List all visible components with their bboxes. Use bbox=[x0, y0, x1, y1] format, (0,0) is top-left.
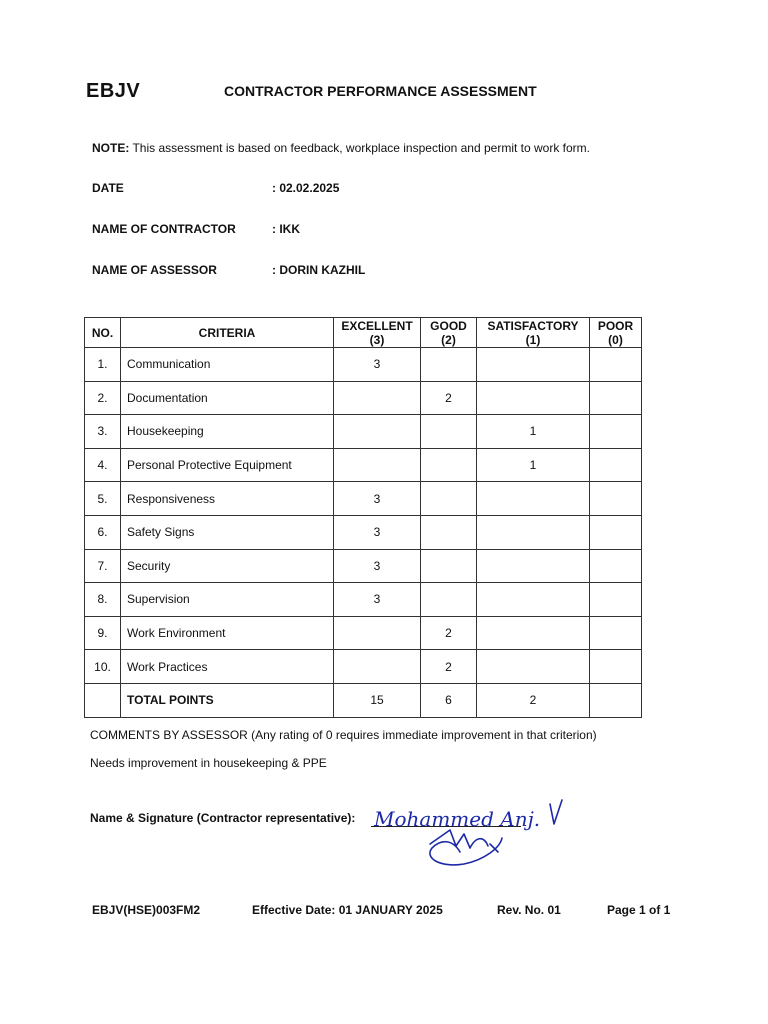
row-excellent: 3 bbox=[334, 482, 421, 516]
row-number: 7. bbox=[85, 549, 121, 583]
table-header-row bbox=[85, 318, 642, 348]
row-satisfactory bbox=[477, 583, 590, 617]
row-number: 10. bbox=[85, 650, 121, 684]
row-poor bbox=[590, 415, 642, 449]
table-row bbox=[85, 583, 642, 617]
header-no: NO. bbox=[85, 318, 121, 348]
header-good-points: (2) bbox=[441, 332, 456, 347]
total-excellent: 15 bbox=[334, 683, 421, 717]
row-good bbox=[421, 448, 477, 482]
header-satisfactory bbox=[477, 318, 590, 348]
total-row bbox=[85, 683, 642, 717]
table-row bbox=[85, 515, 642, 549]
header-good-label: GOOD bbox=[430, 318, 467, 333]
row-number: 3. bbox=[85, 415, 121, 449]
row-excellent bbox=[334, 448, 421, 482]
row-criteria: Work Environment bbox=[121, 616, 334, 650]
row-good bbox=[421, 348, 477, 382]
row-poor bbox=[590, 448, 642, 482]
row-satisfactory: 1 bbox=[477, 415, 590, 449]
total-satisfactory: 2 bbox=[477, 683, 590, 717]
row-satisfactory: 1 bbox=[477, 448, 590, 482]
row-number: 8. bbox=[85, 583, 121, 617]
note-text: This assessment is based on feedback, workplace inspection and permit to work form. bbox=[129, 141, 591, 155]
header-excellent-points: (3) bbox=[369, 332, 385, 347]
assessor-comment: Needs improvement in housekeeping & PPE bbox=[90, 756, 327, 770]
row-criteria: Housekeeping bbox=[121, 415, 334, 449]
assessor-label: NAME OF ASSESSOR bbox=[92, 263, 217, 277]
row-number: 4. bbox=[85, 448, 121, 482]
row-good bbox=[421, 515, 477, 549]
table-row bbox=[85, 415, 642, 449]
row-good: 2 bbox=[421, 381, 477, 415]
signature-label: Name & Signature (Contractor representative): bbox=[90, 811, 356, 825]
note-label: NOTE: bbox=[92, 141, 130, 155]
header-poor-points: (0) bbox=[608, 332, 623, 347]
date-label: DATE bbox=[92, 181, 124, 195]
row-good bbox=[421, 415, 477, 449]
table-row bbox=[85, 549, 642, 583]
page-number: Page 1 of 1 bbox=[607, 903, 671, 917]
page-title: CONTRACTOR PERFORMANCE ASSESSMENT bbox=[224, 83, 537, 99]
row-poor bbox=[590, 515, 642, 549]
header-poor bbox=[590, 318, 642, 348]
row-poor bbox=[590, 650, 642, 684]
assessment-table bbox=[84, 317, 642, 718]
company-logo: EBJV bbox=[86, 80, 141, 102]
row-criteria: Safety Signs bbox=[121, 515, 334, 549]
row-excellent bbox=[334, 650, 421, 684]
table-row bbox=[85, 616, 642, 650]
total-number bbox=[85, 683, 121, 717]
total-poor bbox=[590, 683, 642, 717]
table-row bbox=[85, 482, 642, 516]
header-satisfactory-label: SATISFACTORY bbox=[487, 318, 579, 333]
row-number: 6. bbox=[85, 515, 121, 549]
row-satisfactory bbox=[477, 381, 590, 415]
table-row bbox=[85, 381, 642, 415]
row-poor bbox=[590, 348, 642, 382]
header-excellent-label: EXCELLENT bbox=[341, 318, 413, 333]
row-good bbox=[421, 482, 477, 516]
contractor-label: NAME OF CONTRACTOR bbox=[92, 222, 236, 236]
revision-number: Rev. No. 01 bbox=[497, 903, 561, 917]
header-poor-label: POOR bbox=[597, 318, 634, 333]
row-satisfactory bbox=[477, 650, 590, 684]
row-good: 2 bbox=[421, 616, 477, 650]
row-criteria: Security bbox=[121, 549, 334, 583]
header-good bbox=[421, 318, 477, 348]
row-excellent: 3 bbox=[334, 583, 421, 617]
row-good bbox=[421, 549, 477, 583]
row-criteria: Supervision bbox=[121, 583, 334, 617]
row-satisfactory bbox=[477, 549, 590, 583]
row-satisfactory bbox=[477, 348, 590, 382]
handwritten-name: Mohammed Anj. bbox=[374, 807, 541, 831]
date-value: : 02.02.2025 bbox=[272, 181, 340, 195]
table-row bbox=[85, 448, 642, 482]
row-excellent: 3 bbox=[334, 515, 421, 549]
assessment-note bbox=[92, 141, 590, 155]
table-row bbox=[85, 348, 642, 382]
row-poor bbox=[590, 482, 642, 516]
row-satisfactory bbox=[477, 482, 590, 516]
form-code: EBJV(HSE)003FM2 bbox=[92, 903, 201, 917]
row-excellent: 3 bbox=[334, 549, 421, 583]
assessor-value: : DORIN KAZHIL bbox=[272, 263, 366, 277]
row-number: 9. bbox=[85, 616, 121, 650]
row-criteria: Work Practices bbox=[121, 650, 334, 684]
handwritten-signature bbox=[360, 790, 590, 880]
row-criteria: Personal Protective Equipment bbox=[121, 448, 334, 482]
effective-date: Effective Date: 01 JANUARY 2025 bbox=[252, 903, 443, 917]
row-good: 2 bbox=[421, 650, 477, 684]
row-excellent bbox=[334, 381, 421, 415]
header-criteria: CRITERIA bbox=[121, 318, 334, 348]
row-number: 5. bbox=[85, 482, 121, 516]
comments-heading: COMMENTS BY ASSESSOR (Any rating of 0 requires immediate improvement in that criterion) bbox=[90, 728, 597, 742]
contractor-value: : IKK bbox=[272, 222, 300, 236]
row-satisfactory bbox=[477, 515, 590, 549]
row-poor bbox=[590, 583, 642, 617]
row-satisfactory bbox=[477, 616, 590, 650]
row-good bbox=[421, 583, 477, 617]
row-poor bbox=[590, 616, 642, 650]
row-excellent bbox=[334, 415, 421, 449]
total-good: 6 bbox=[421, 683, 477, 717]
row-excellent bbox=[334, 616, 421, 650]
row-poor bbox=[590, 381, 642, 415]
row-number: 1. bbox=[85, 348, 121, 382]
row-number: 2. bbox=[85, 381, 121, 415]
header-satisfactory-points: (1) bbox=[525, 332, 541, 347]
header-excellent bbox=[334, 318, 421, 348]
row-criteria: Documentation bbox=[121, 381, 334, 415]
total-label: TOTAL POINTS bbox=[121, 683, 334, 717]
row-excellent: 3 bbox=[334, 348, 421, 382]
table-row bbox=[85, 650, 642, 684]
row-criteria: Communication bbox=[121, 348, 334, 382]
row-poor bbox=[590, 549, 642, 583]
row-criteria: Responsiveness bbox=[121, 482, 334, 516]
